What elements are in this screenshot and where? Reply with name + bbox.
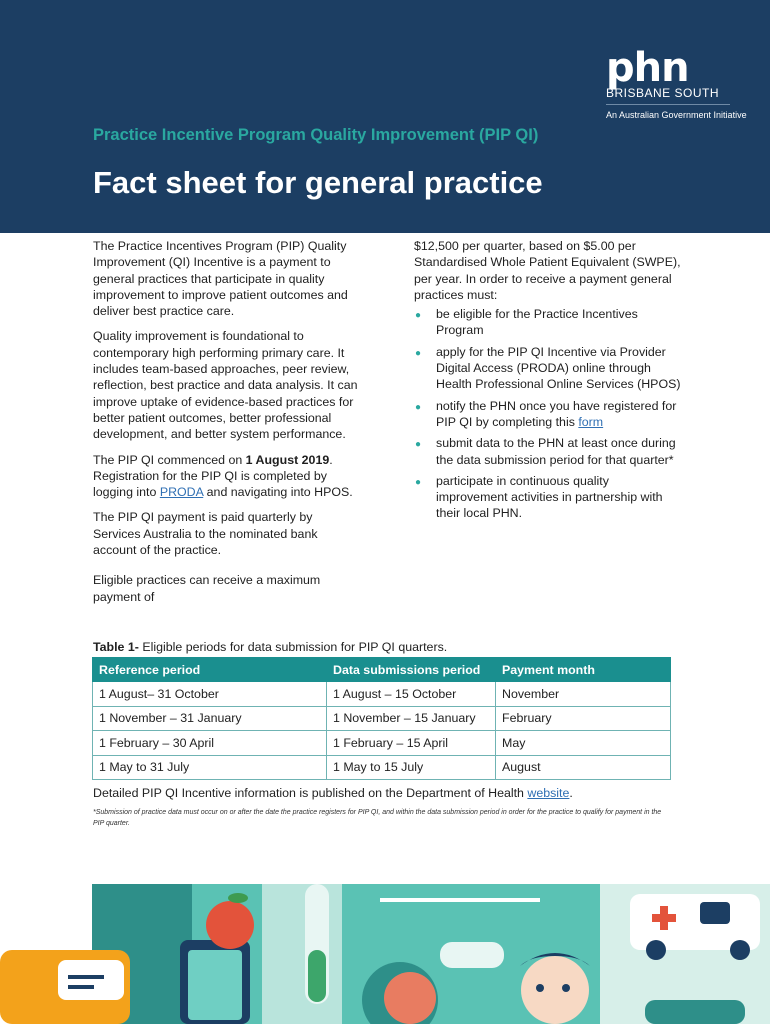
- bullet-icon: ●: [415, 439, 422, 451]
- requirements-list: [414, 306, 682, 522]
- table-row: [93, 755, 671, 780]
- footnote: *Submission of practice data must occur on or after the date the practice registers for PIP QI, and within the data submission period in order for the practice to qualify for payment in the PIP quarter.: [93, 809, 662, 827]
- column-header: Data submissions period: [327, 658, 496, 682]
- detail-text: Detailed PIP QI Incentive information is published on the Department of Health: [93, 786, 528, 800]
- list-item: [414, 398, 682, 431]
- column-header: Payment month: [496, 658, 671, 682]
- table-caption: [93, 640, 447, 654]
- speech-bubble-icon: [440, 942, 504, 968]
- right-column: [414, 238, 682, 527]
- illustration-panel-light: [262, 884, 342, 1024]
- intro-paragraph: The Practice Incentives Program (PIP) Quality Improvement (QI) Incentive is a payment to general practices that participate in quality improvement to improve patient outcomes and deliver best practice care.: [93, 239, 348, 319]
- list-item-text: notify the PHN once you have registered for PIP QI by completing this: [436, 398, 677, 429]
- table-cell: 1 May to 15 July: [327, 755, 496, 780]
- registration-text: . Registration for the PIP QI is completed by logging into: [93, 452, 333, 500]
- list-item-text: be eligible for the Practice Incentives Program: [436, 307, 638, 338]
- table-caption-label: Table 1-: [93, 640, 139, 654]
- left-column: [93, 238, 361, 614]
- eligible-paragraph: Eligible practices can receive a maximum payment of: [93, 573, 321, 604]
- commencement-date: 1 August 2019: [245, 452, 330, 467]
- payment-intro: $12,500 per quarter, based on $5.00 per Standardised Whole Patient Equivalent (SWPE), per year. In order to receive a payment general practices must:: [414, 239, 681, 302]
- detail-end: .: [569, 786, 573, 800]
- logo-region: BRISBANE SOUTH: [606, 86, 730, 105]
- message-line-icon: [68, 985, 94, 989]
- health-illustration: [0, 880, 770, 1024]
- logo-tagline: An Australian Government Initiative: [606, 110, 747, 120]
- table-cell: 1 November – 31 January: [93, 706, 327, 731]
- commencement-paragraph: [93, 452, 361, 501]
- ambulance-window-icon: [700, 902, 730, 924]
- message-icon: [58, 960, 124, 1000]
- cross-icon: [652, 914, 676, 922]
- table-cell: February: [496, 706, 671, 731]
- logo-text: phn: [606, 45, 689, 91]
- phone-screen-icon: [188, 950, 242, 1020]
- list-item: [414, 306, 682, 339]
- table-cell: 1 February – 30 April: [93, 731, 327, 756]
- test-tube-liquid-icon: [308, 950, 326, 1002]
- table-row: [93, 682, 671, 707]
- commencement-text: The PIP QI commenced on: [93, 452, 246, 467]
- person-face-icon: [384, 972, 436, 1024]
- page-subtitle: Practice Incentive Program Quality Improvement (PIP QI): [93, 126, 539, 144]
- eye-icon: [562, 984, 570, 992]
- table-cell: 1 August – 15 October: [327, 682, 496, 707]
- table-cell: 1 August– 31 October: [93, 682, 327, 707]
- website-link[interactable]: website: [527, 786, 570, 800]
- table-row: [93, 706, 671, 731]
- leaf-icon: [228, 893, 248, 903]
- list-item: [414, 344, 682, 393]
- list-item: [414, 473, 682, 522]
- table-cell: 1 November – 15 January: [327, 706, 496, 731]
- table-caption-text: Eligible periods for data submission for PIP QI quarters.: [138, 640, 448, 654]
- table-cell: 1 February – 15 April: [327, 731, 496, 756]
- page-title: Fact sheet for general practice: [93, 165, 543, 200]
- column-header: Reference period: [93, 658, 327, 682]
- table-cell: 1 May to 31 July: [93, 755, 327, 780]
- phn-logo: [606, 45, 747, 120]
- table-cell: May: [496, 731, 671, 756]
- list-item-text: submit data to the PHN at least once during the data submission period for that quarter*: [436, 436, 676, 467]
- list-item-text: participate in continuous quality improvement activities in partnership with their local PHN.: [436, 473, 663, 521]
- table-header-row: [93, 658, 671, 682]
- bullet-icon: ●: [415, 347, 422, 359]
- message-line-icon: [68, 975, 104, 979]
- bullet-icon: ●: [415, 401, 422, 413]
- qi-paragraph: Quality improvement is foundational to contemporary high performing primary care. It includes team-based approaches, peer review, reflection, best practice and data analysis. It can improve uptake of evidence-based practices for better patient outcomes, better professional development, and better system performance.: [93, 329, 358, 442]
- illustration-block: [645, 1000, 745, 1024]
- form-link[interactable]: form: [578, 414, 604, 429]
- list-item: [414, 435, 682, 468]
- detail-note: [93, 786, 573, 800]
- eligible-periods-table: [92, 657, 671, 780]
- payment-paragraph: The PIP QI payment is paid quarterly by Services Australia to the nominated bank account of the practice.: [93, 510, 318, 558]
- header-banner: [0, 0, 770, 233]
- eye-icon: [536, 984, 544, 992]
- bullet-icon: ●: [415, 310, 422, 322]
- wheel-icon: [646, 940, 666, 960]
- table-cell: August: [496, 755, 671, 780]
- wheel-icon: [730, 940, 750, 960]
- apple-icon: [206, 901, 254, 949]
- proda-link[interactable]: PRODA: [159, 485, 204, 500]
- list-item-text: apply for the PIP QI Incentive via Provider Digital Access (PRODA) online through Health Professional Online Services (HPOS): [436, 344, 681, 392]
- hpos-text: and navigating into HPOS.: [203, 485, 353, 500]
- person-face-icon: [521, 956, 589, 1024]
- table-cell: November: [496, 682, 671, 707]
- bullet-icon: ●: [415, 476, 422, 488]
- table-row: [93, 731, 671, 756]
